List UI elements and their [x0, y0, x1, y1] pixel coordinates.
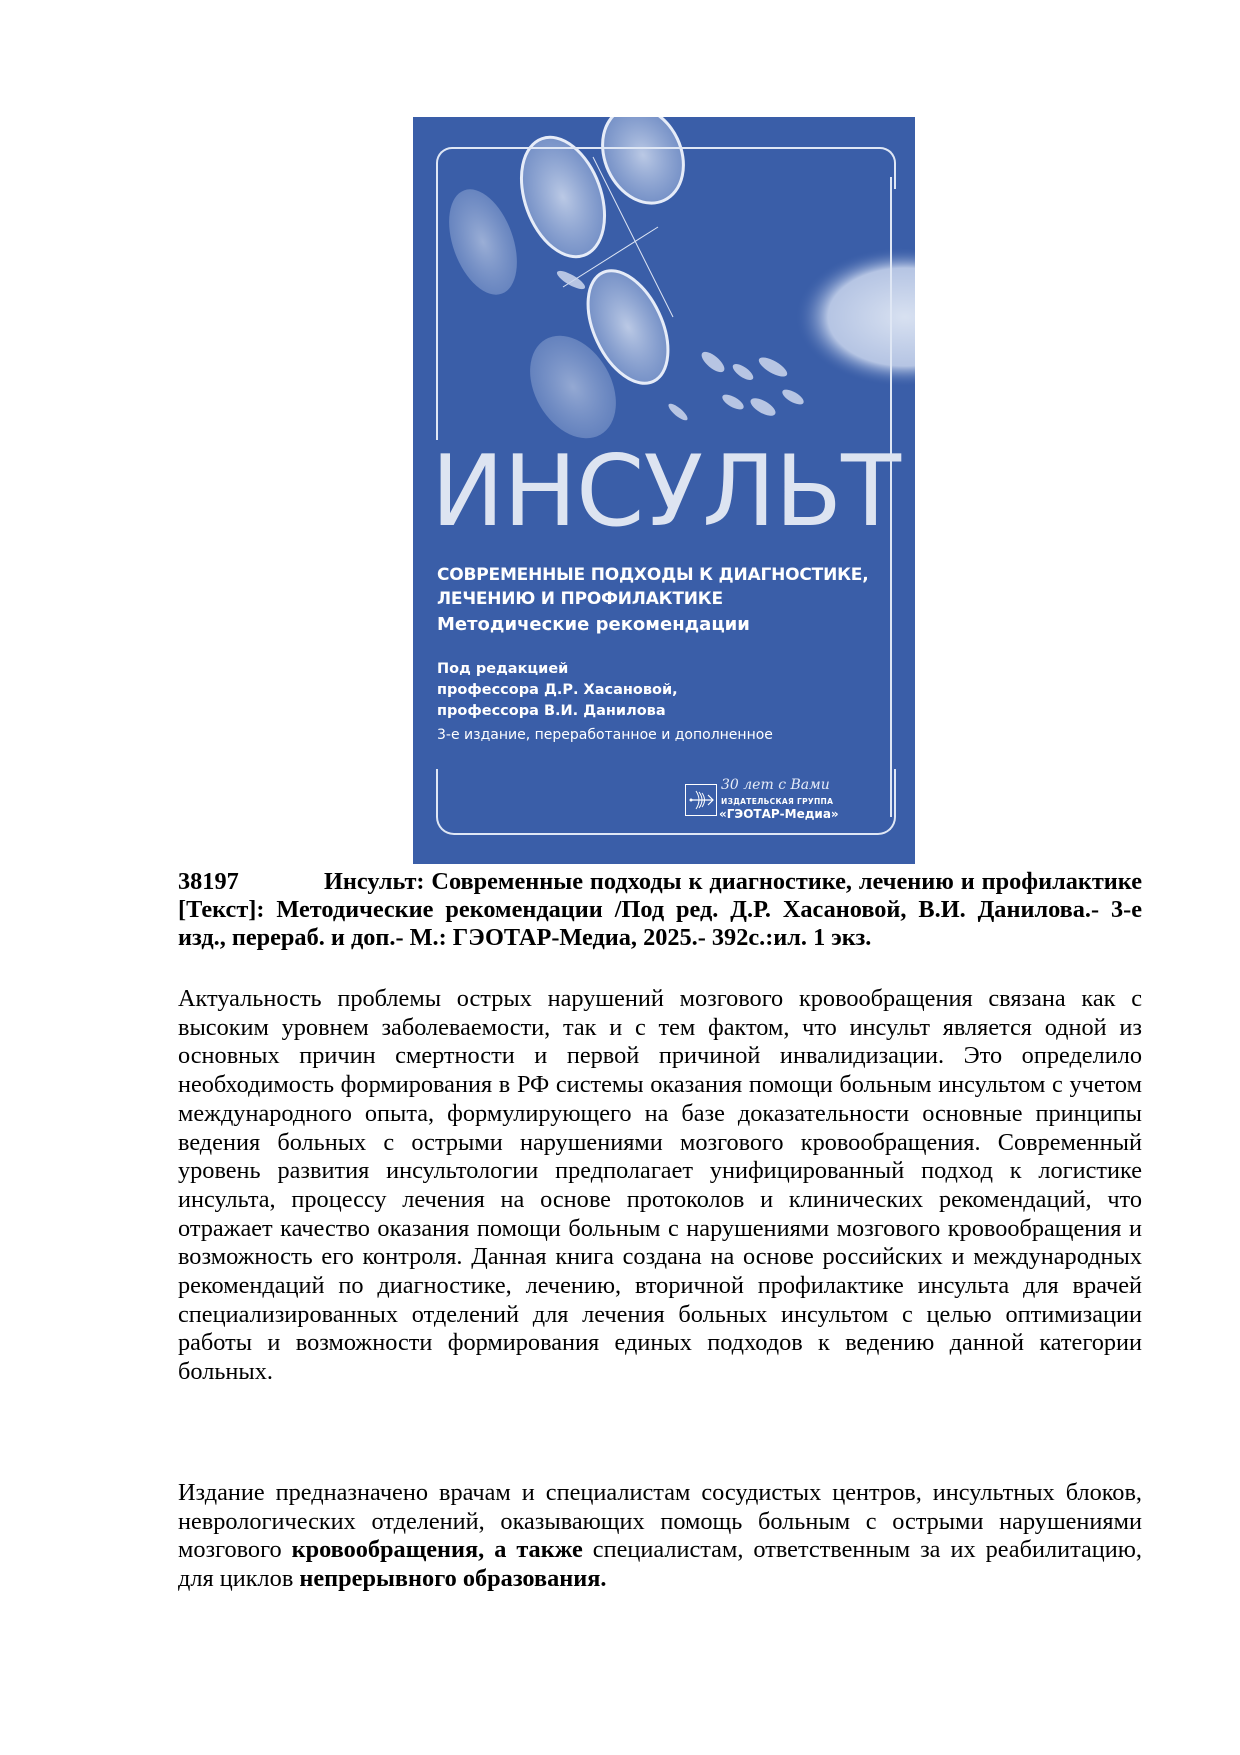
cover-frame [436, 147, 896, 189]
publisher-name: «ГЭОТАР-Медиа» [719, 807, 839, 821]
hand-highlight [773, 247, 915, 387]
publisher-group-label: ИЗДАТЕЛЬСКАЯ ГРУППА [721, 797, 834, 806]
cover-subtitle-line2: ЛЕЧЕНИЮ И ПРОФИЛАКТИКЕ [437, 589, 723, 609]
cover-subtitle-line1: СОВРЕМЕННЫЕ ПОДХОДЫ К ДИАГНОСТИКЕ, [437, 565, 869, 585]
cover-editor-2: профессора В.И. Данилова [437, 703, 666, 719]
cover-editor-1: профессора Д.Р. Хасановой, [437, 682, 678, 698]
entry-citation: Инсульт: Современные подходы к диагностике, лечению и профилактике [Текст]: Методические рекомендации /Под ред. Д.Р. Хасановой, В.И. Данилова.- 3-е изд., перераб. и доп.- М.: ГЭОТАР-Медиа, 2025.- 392с.:ил. 1 экз. [178, 868, 1142, 951]
bibliographic-entry [178, 868, 1142, 952]
paragraph-2-text: специалистам, ответственным за их реабилитацию, для циклов [178, 1536, 1143, 1593]
paragraph-2-bold-text: непрерывного образования. [299, 1565, 607, 1593]
mri-slice [436, 180, 530, 304]
cover-editors-label: Под редакцией [437, 661, 569, 677]
cover-document-type: Методические рекомендации [437, 614, 750, 635]
entry-number: 38197 [178, 868, 239, 895]
cover-title: ИНСУЛЬТ [431, 435, 900, 549]
publisher-logo-icon [685, 784, 717, 816]
cover-edition: 3-е издание, переработанное и дополненное [437, 727, 773, 743]
paragraph-2-bold-text: кровообращения, а также [291, 1536, 583, 1564]
publisher-motto: 30 лет с Вами [721, 777, 830, 793]
paragraph-2-text: Издание предназначено врачам и специалистам сосудистых центров, инсультных блоков, неврологических отделений, оказывающих помощь больным с острыми нарушениями мозгового [178, 1479, 1142, 1564]
cover-frame-left [436, 177, 438, 440]
book-cover [413, 117, 915, 864]
abstract-paragraph-1: Актуальность проблемы острых нарушений мозгового кровообращения связана как с высоким уровнем заболеваемости, так и с тем фактом, что инсульт является одной из основных причин смертности и первой причиной инвалидизации. Это определило необходимость формирования в РФ системы оказания помощи больным инсультом с учетом международного опыта, формулирующего на базе доказательности основные принципы ведения больных с острыми нарушениями мозгового кровообращения. Современный уровень развития инсультологии предполагает унифицированный подход к логистике инсульта, процессу лечения на основе протоколов и клинических рекомендаций, что отражает качество оказания помощи больным с нарушениями мозгового кровообращения и возможность его контроля. Данная книга создана на основе российских и международных рекомендаций по диагностике, лечению, вторичной профилактике инсульта для врачей специализированных отделений для лечения больных инсультом с целью оптимизации работы и возможности формирования единых подходов к ведению данной категории больных. [178, 985, 1142, 1386]
abstract-paragraph-2 [178, 1479, 1142, 1594]
